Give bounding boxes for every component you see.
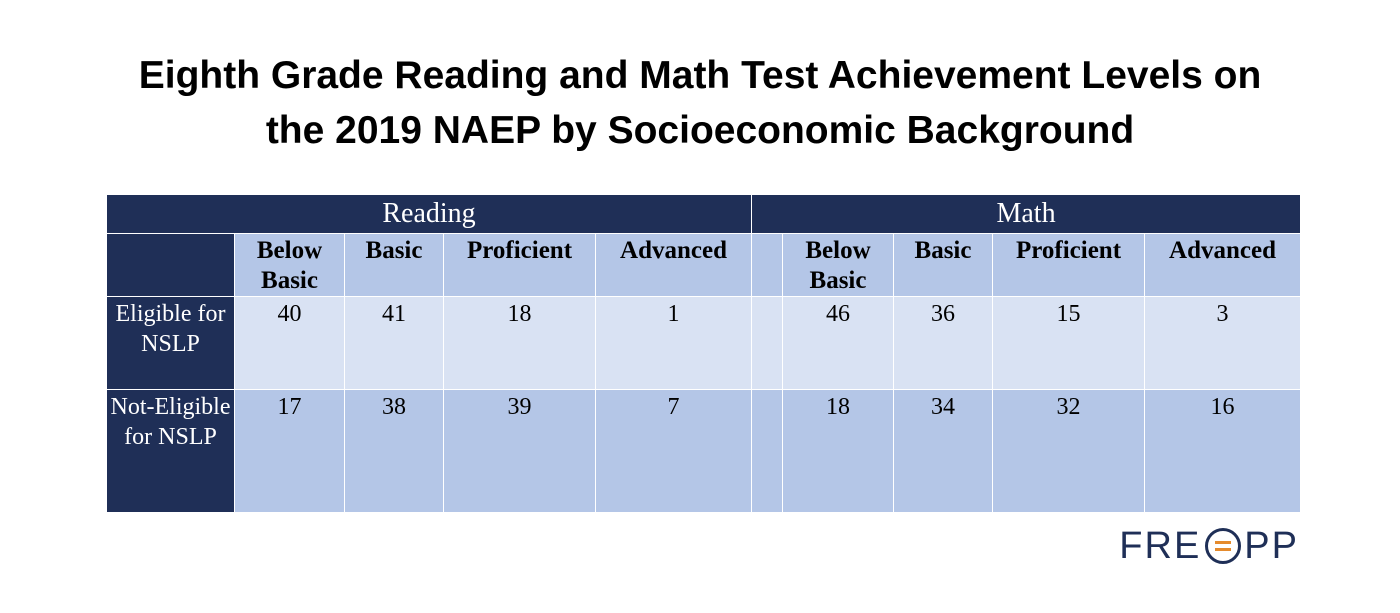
table-row (107, 389, 1301, 512)
logo-text-start: FRE (1119, 524, 1202, 567)
data-cell: 3 (1145, 296, 1301, 389)
row-header-eligible: Eligible for NSLP (107, 296, 235, 389)
column-header-reading-advanced: Advanced (596, 233, 752, 296)
column-header-reading-below-basic: Below Basic (235, 233, 345, 296)
column-header-math-proficient: Proficient (993, 233, 1145, 296)
group-header-math: Math (752, 195, 1301, 233)
data-cell: 36 (894, 296, 993, 389)
data-cell: 17 (235, 389, 345, 512)
corner-cell (107, 233, 235, 296)
column-header-math-advanced: Advanced (1145, 233, 1301, 296)
chart-title-line-1: Eighth Grade Reading and Math Test Achievement Levels on (138, 54, 1262, 97)
group-separator (752, 233, 783, 296)
data-cell: 34 (894, 389, 993, 512)
column-header-reading-basic: Basic (345, 233, 444, 296)
column-header-math-below-basic: Below Basic (783, 233, 894, 296)
data-cell: 32 (993, 389, 1145, 512)
data-cell: 40 (235, 296, 345, 389)
group-header-reading: Reading (107, 195, 752, 233)
chart-title-line-2: the 2019 NAEP by Socioeconomic Background (265, 109, 1135, 152)
group-header-row (107, 195, 1301, 233)
data-cell: 18 (783, 389, 894, 512)
naep-table (106, 195, 1301, 513)
logo-equals-mark (1205, 528, 1241, 564)
data-cell: 1 (596, 296, 752, 389)
chart-title (0, 48, 1400, 158)
data-cell: 39 (444, 389, 596, 512)
data-cell: 18 (444, 296, 596, 389)
column-header-reading-proficient: Proficient (444, 233, 596, 296)
data-cell: 46 (783, 296, 894, 389)
freopp-logo (1119, 526, 1299, 566)
table-row (107, 296, 1301, 389)
data-cell: 41 (345, 296, 444, 389)
column-header-row (107, 233, 1301, 296)
data-cell: 15 (993, 296, 1145, 389)
data-cell: 16 (1145, 389, 1301, 512)
data-cell: 7 (596, 389, 752, 512)
column-header-math-basic: Basic (894, 233, 993, 296)
group-separator (752, 296, 783, 389)
group-separator (752, 389, 783, 512)
data-cell: 38 (345, 389, 444, 512)
row-header-not-eligible: Not-Eligible for NSLP (107, 389, 235, 512)
logo-text-end: PP (1244, 524, 1299, 567)
